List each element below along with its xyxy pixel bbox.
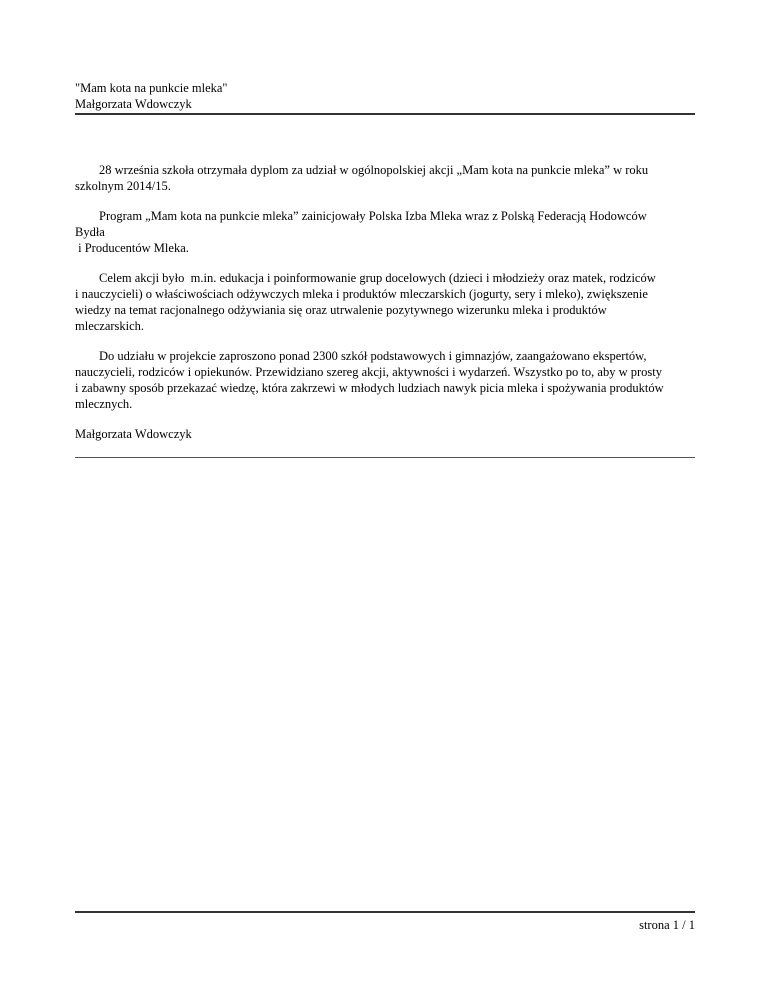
paragraph-line: Do udziału w projekcie zaproszono ponad 2300 szkół podstawowych i gimnazjów, zaangażowano ekspertów,	[99, 349, 647, 363]
article-paragraph	[75, 208, 695, 256]
content-divider	[75, 457, 695, 458]
paragraph-line: nauczycieli, rodziców i opiekunów. Przewidziano szereg akcji, aktywności i wydarzeń. Wszystko po to, aby w prosty	[75, 365, 662, 379]
header-author: Małgorzata Wdowczyk	[75, 97, 192, 111]
header-title: "Mam kota na punkcie mleka"	[75, 81, 228, 95]
paragraph-line: mleczarskich.	[75, 319, 145, 333]
paragraph-line: Bydła	[75, 225, 105, 239]
paragraph-line: Celem akcji było m.in. edukacja i poinformowanie grup docelowych (dzieci i młodzieży oraz matek, rodziców	[99, 271, 656, 285]
paragraph-line: wiedzy na temat racjonalnego odżywiania się oraz utrwalenie pozytywnego wizerunku mleka i produktów	[75, 303, 607, 317]
paragraph-line: mlecznych.	[75, 397, 133, 411]
document-page	[75, 0, 695, 994]
page-number: strona 1 / 1	[639, 918, 695, 932]
header-divider	[75, 113, 695, 115]
paragraph-line: i zabawny sposób przekazać wiedzę, która zakrzewi w młodych ludziach nawyk picia mleka i spożywania produktów	[75, 381, 664, 395]
footer-divider	[75, 911, 695, 913]
article-paragraph	[75, 348, 695, 412]
paragraph-line: i nauczycieli) o właściwościach odżywczych mleka i produktów mleczarskich (jogurty, sery i mleko), zwiększenie	[75, 287, 648, 301]
paragraph-line: 28 września szkoła otrzymała dyplom za udział w ogólnopolskiej akcji „Mam kota na punkcie mleka” w roku	[99, 163, 649, 177]
paragraph-line: szkolnym 2014/15.	[75, 179, 171, 193]
article-paragraph	[75, 270, 695, 334]
paragraph-line: i Producentów Mleka.	[75, 241, 189, 255]
page-header	[75, 80, 695, 112]
paragraph-line: Program „Mam kota na punkcie mleka” zainicjowały Polska Izba Mleka wraz z Polską Federacją Hodowców	[99, 209, 647, 223]
article-paragraph	[75, 162, 695, 194]
article-signature: Małgorzata Wdowczyk	[75, 427, 192, 441]
article-body	[75, 162, 695, 442]
